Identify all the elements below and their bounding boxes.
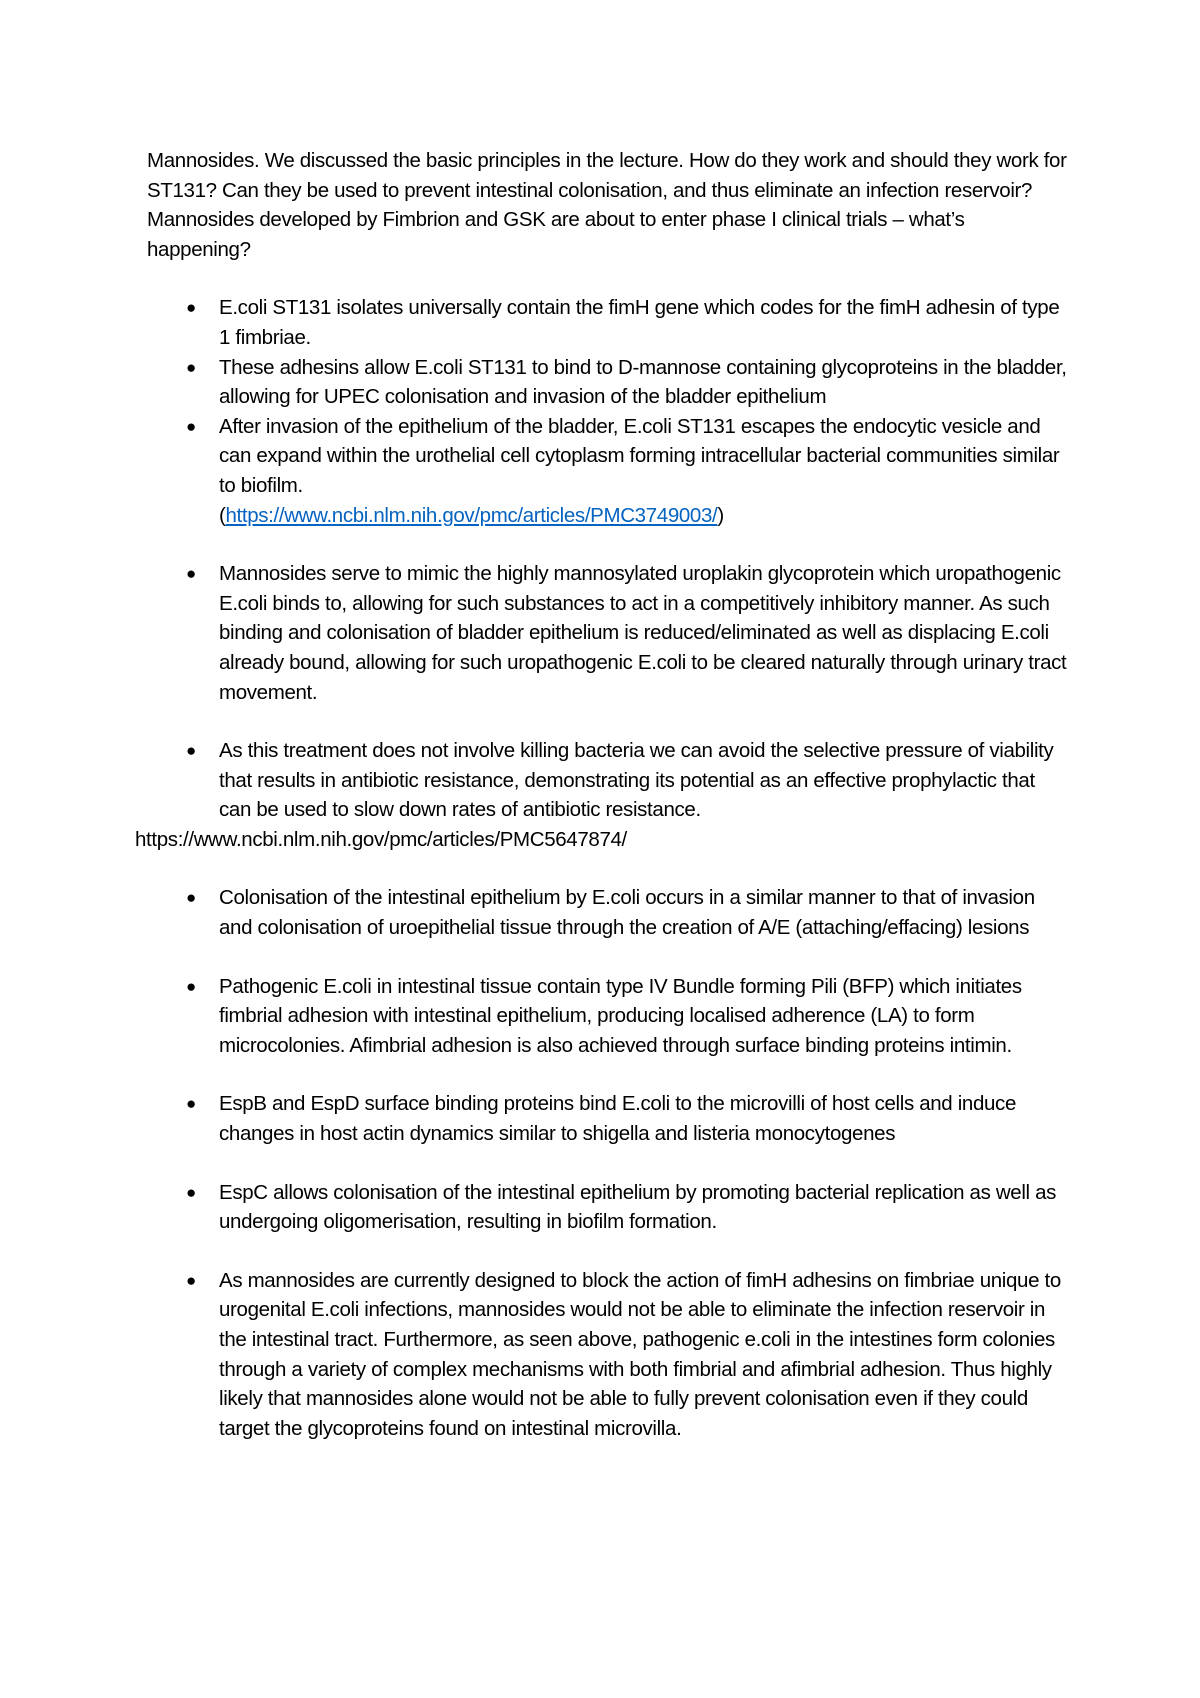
second-section (147, 883, 1072, 1443)
list-item-text: As this treatment does not involve killing bacteria we can avoid the selective pressure of viability that results in antibiotic resistance, demonstrating its potential as an effective prophylactic that can be used to slow down rates of antibiotic resistance. (219, 739, 1054, 822)
list-item-text: EspB and EspD surface binding proteins bind E.coli to the microvilli of host cells and induce changes in host actin dynamics similar to shigella and listeria monocytogenes (219, 1092, 1017, 1146)
intro-paragraph: Mannosides. We discussed the basic principles in the lecture. How do they work and should they work for ST131? Can they be used to prevent intestinal colonisation, and thus eliminate an infection reservoir? Mannosides developed by Fimbrion and GSK are about to enter phase I clinical trials – what’s happening? (147, 149, 1067, 261)
source-url: https://www.ncbi.nlm.nih.gov/pmc/articles/PMC5647874/ (135, 827, 627, 851)
bullet-group-6 (147, 1089, 1072, 1148)
list-item (147, 1266, 1072, 1444)
list-item-text: Mannosides serve to mimic the highly mannosylated uroplakin glycoprotein which uropathogenic E.coli binds to, allowing for such substances to act in a competitively inhibitory manner. As such binding and colonisation of bladder epithelium is reduced/eliminated as well as displacing E.coli already bound, allowing for such uropathogenic E.coli to be cleared naturally through urinary tract movement. (219, 562, 1067, 704)
bullet-group-3 (147, 736, 1072, 825)
bullet-icon: ● (186, 1182, 196, 1202)
bullet-group-1 (147, 293, 1072, 530)
bullet-icon: ● (186, 298, 196, 318)
list-item (147, 736, 1072, 825)
bullet-group-5 (147, 972, 1072, 1061)
list-item-text: E.coli ST131 isolates universally contain the fimH gene which codes for the fimH adhesin of type 1 fimbriae. (219, 296, 1060, 349)
document-body (135, 146, 1072, 1443)
bullet-icon: ● (186, 1270, 196, 1290)
list-item-text: EspC allows colonisation of the intestinal epithelium by promoting bacterial replication as well as undergoing oligomerisation, resulting in biofilm formation. (219, 1180, 1057, 1234)
bullet-group-8 (147, 1266, 1072, 1444)
list-item-text: Pathogenic E.coli in intestinal tissue contain type IV Bundle forming Pili (BFP) which initiates fimbrial adhesion with intestinal epithelium, producing localised adherence (LA) to form microcolonies. Afimbrial adhesion is also achieved through surface binding proteins intimin. (219, 974, 1022, 1057)
list-item (147, 293, 1072, 352)
list-item-text: These adhesins allow E.coli ST131 to bind to D-mannose containing glycoproteins in the bladder, allowing for UPEC colonisation and invasion of the bladder epithelium (219, 355, 1067, 409)
list-item-text: After invasion of the epithelium of the bladder, E.coli ST131 escapes the endocytic vesicle and can expand within the urothelial cell cytoplasm forming intracellular bacterial communities similar to biofilm. (219, 414, 1060, 497)
bullet-icon: ● (186, 741, 196, 761)
list-item (147, 1178, 1072, 1237)
reference-link[interactable]: https://www.ncbi.nlm.nih.gov/pmc/articles/PMC3749003/ (225, 503, 718, 527)
list-item (147, 412, 1072, 530)
bullet-group-7 (147, 1178, 1072, 1237)
list-item-text: As mannosides are currently designed to block the action of fimH adhesins on fimbriae unique to urogenital E.coli infections, mannosides would not be able to eliminate the infection reservoir in the intestinal tract. Furthermore, as seen above, pathogenic e.coli in the intestines form colonies through a variety of complex mechanisms with both fimbrial and afimbrial adhesion. Thus highly likely that mannosides alone would not be able to fully prevent colonisation even if they could target the glycoproteins found on intestinal microvilla. (219, 1268, 1061, 1440)
link-close-paren: ) (717, 503, 724, 527)
list-item-text: Colonisation of the intestinal epithelium by E.coli occurs in a similar manner to that of invasion and colonisation of uroepithelial tissue through the creation of A/E (attaching/effacing) lesions (219, 886, 1035, 940)
bullet-group-4 (147, 883, 1072, 942)
list-item (147, 353, 1072, 412)
bullet-icon: ● (186, 1094, 196, 1114)
bullet-group-2 (147, 559, 1072, 707)
bullet-icon: ● (186, 416, 196, 436)
link-open-paren: ( (219, 503, 226, 527)
bullet-icon: ● (186, 888, 196, 908)
bullet-icon: ● (186, 976, 196, 996)
bullet-icon: ● (186, 564, 196, 584)
bullet-icon: ● (186, 357, 196, 377)
list-item (147, 559, 1072, 707)
list-item (147, 972, 1072, 1061)
list-item (147, 1089, 1072, 1148)
list-item (147, 883, 1072, 942)
